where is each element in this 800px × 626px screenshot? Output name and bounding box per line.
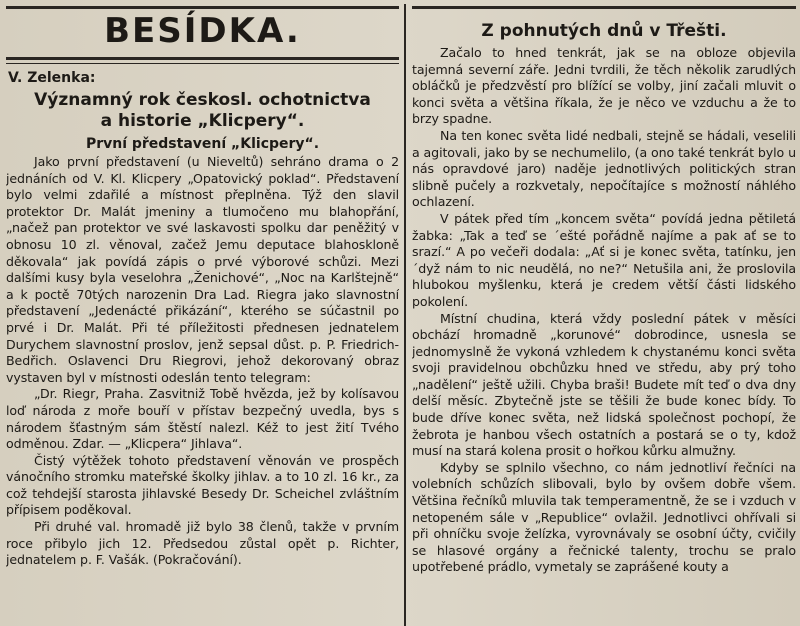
section-masthead: BESÍDKA. [104, 11, 301, 51]
article-paragraph: Místní chudina, která vždy poslední pátek v měsíci obchází hromadně „korunové“ dobrodince, usnesla se jednomyslně že vykoná vzhledem k chystanému konci světa svoji pravidelnou obchůzku hned ve středu, aby prý toho „nadělení“ ještě užili. Chyba braši! Budete mít teď o dva dny delší měsíc. Zbytečně jste se těšili že bude konec bídy. To bude dříve konec světa, než lidská společnost pochopí, že žebrota je hanbou všech ostatních a postará se o ty, kdož musí na stará kolena prosit o hořkou kůrku almužny. [412, 310, 796, 459]
masthead-rule-thin [6, 63, 399, 64]
article-paragraph: Jako první představení (u Nieveltů) sehráno drama o 2 jednáních od V. Kl. Klicpery „Opatovický poklad“. Představení bylo velmi zdařilé a místnost přeplněna. Týž den slavil protektor Dr. Malát jmeniny a tlumočeno mu blahopřání, „načež pan protektor ve své laskavosti spolku dar peněžitý v obnosu 10 zl. věnoval, začež Jemu deputace blahoskloně děkovala“ jak povídá zápis o prvé výborové schůzi. Mezi dalšími kusy byla veselohra „Ženichové“, „Noc na Karlštejně“ a k poctě 70tých narozenin Dra Lad. Riegra jako slavnostní představení „Jedenácté přikázání“, kterého se súčastnil po prvé i Dr. Malát. Při té příležitosti přednesen jednatelem Durychem slavnostní proslov, jenž sepsal důst. p. P. Friedrich-Bedřich. Oslavenci Dru Riegrovi, jehož dekorovaný obraz vystaven byl v místnosti odeslán tento telegram: [6, 154, 399, 385]
masthead-rule-bottom [6, 57, 399, 60]
article-paragraph: Začalo to hned tenkrát, jak se na obloze objevila tajemná severní záře. Jedni tvrdili, že těch několik zarudlých obláčků je předzvěstí pro blížící se volby, jiní začali mluvit o konci světa a většina říkala, že je něco ve vzduchu a že to brzy spadne. [412, 45, 796, 127]
article-paragraph: Kdyby se splnilo všechno, co nám jednotliví řečníci na volebních schůzích slibovali, bylo by ovšem dobře všem. Většina řečníků mluvila tak temperamentně, že se i vzduch v netopeném sále v „Republice“ ovlažil. Jednotlivci ohřívali si při ohníčku svoje želízka, vyrovnávaly se osobní účty, cvičily se hlasové orgány a řečnické talenty, trochu se pralo upotřebené prádlo, vymetaly se zaprášené kouty a [412, 459, 796, 575]
right-column [412, 0, 796, 626]
article-headline [6, 90, 399, 132]
article-paragraph: Při druhé val. hromadě již bylo 38 členů, takže v prvním roce přibylo jich 12. Předsedou zůstal opět p. Richter, jednatelem p. F. Vašák. (Pokračování). [6, 519, 399, 568]
article-paragraph: Čistý výtěžek tohoto představení věnován ve prospěch vánočního stromku mateřské školky jihlav. a to 10 zl. 16 kr., za což tehdejší starosta jihlavské Besedy Dr. Scheichel zvláštním přípisem poděkoval. [6, 452, 399, 518]
headline-line-1: Významný rok českosl. ochotnictva [34, 90, 371, 110]
article-paragraph: V pátek před tím „koncem světa“ povídá jedna pětiletá žabka: „Tak a teď se ´ešté pořádně najíme a pak ať se to srazí.“ A po večeři dodala: „Ať si je konec světa, tatínku, jen ´dyž nám to nic neudělá, no ne?“ Netušila ani, že proslovila hlubokou myšlenku, která je credem větší části lidského pokolení. [412, 210, 796, 309]
article-paragraph: Na ten konec světa lidé nedbali, stejně se hádali, veselili a agitovali, jako by se nechumelilo, (a ono také tenkrát bylo u nás opravdové jaro) naděje jednotlivých politických stran slibně pučely a rozkvetaly, nepočítajíce s možností náhlého ochlazení. [412, 127, 796, 210]
right-rule-top [412, 6, 796, 9]
left-column [6, 0, 399, 626]
article-subheading: První představení „Klicpery“. [85, 136, 320, 152]
headline-line-2: a historie „Klicpery“. [100, 111, 305, 131]
masthead-rule-top [6, 6, 399, 9]
article-title: Z pohnutých dnů v Třešti. [481, 21, 727, 41]
article-paragraph: „Dr. Riegr, Praha. Zasvitniž Tobě hvězda, jež by kolísavou loď národa z moře bouří v přístav bezpečný uvedla, bys s národem šťastným sám štěstí nalezl. Kéž to jest žití Tvého odměnou. Zdar. — „Klicpera“ Jihlava“. [6, 386, 399, 452]
article-author: V. Zelenka: [8, 70, 96, 86]
column-divider [404, 4, 406, 626]
